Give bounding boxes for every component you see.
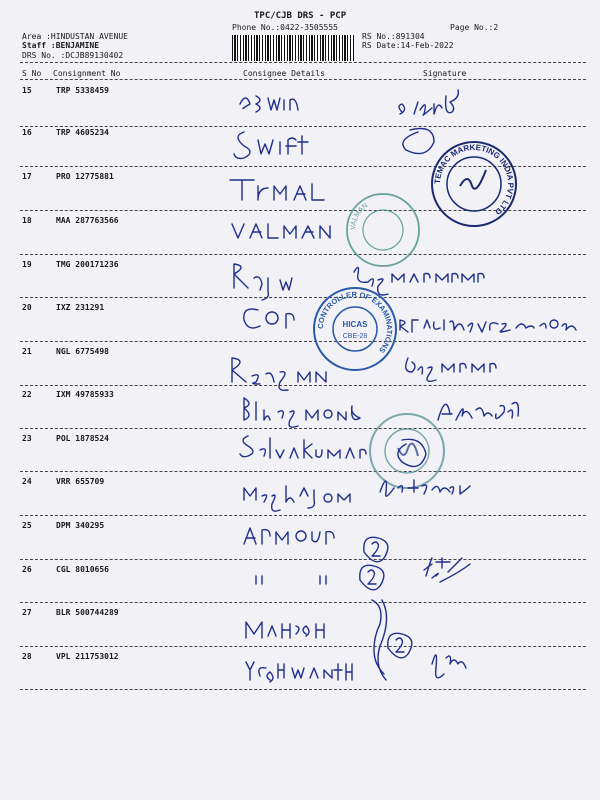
controller-stamp-text: CONTROLLER OF EXAMINATIONS xyxy=(315,289,395,355)
col-signature: Signature xyxy=(423,69,467,78)
row-sno: 15 xyxy=(22,86,32,95)
rs-date: RS Date:14-Feb-2022 xyxy=(362,41,454,50)
row-consignment: TRP 4605234 xyxy=(56,128,109,137)
col-sno: S No xyxy=(22,69,42,78)
row-consignment: BLR 500744289 xyxy=(56,608,119,617)
row-consignment: MAA 287763566 xyxy=(56,216,119,225)
row-sno: 26 xyxy=(22,565,32,574)
temac-stamp-text: TEMAC MARKETING INDIA PVT LTD xyxy=(432,142,516,217)
row-sno: 19 xyxy=(22,260,32,269)
row-consignment: VPL 211753012 xyxy=(56,652,119,661)
area-label: Area :HINDUSTAN AVENUE xyxy=(22,32,128,41)
row-consignment: DPM 340295 xyxy=(56,521,105,530)
controller-stamp-inner: HICAS xyxy=(342,320,368,329)
row-sno: 18 xyxy=(22,216,32,225)
row-consignment: IXZ 231291 xyxy=(56,303,105,312)
row-sno: 22 xyxy=(22,390,32,399)
row-sno: 23 xyxy=(22,434,32,443)
row-sno: 25 xyxy=(22,521,32,530)
col-consignment: Consignment No xyxy=(53,69,121,78)
rs-number: RS No.:891304 xyxy=(362,32,425,41)
row-consignment: VRR 655709 xyxy=(56,477,105,486)
row-sno: 21 xyxy=(22,347,32,356)
row-sno: 20 xyxy=(22,303,32,312)
drs-number: DRS No. :DCJB89130402 xyxy=(22,51,124,60)
row-sno: 16 xyxy=(22,128,32,137)
row-sno: 27 xyxy=(22,608,32,617)
phone-number: Phone No.:0422-3505555 xyxy=(232,23,338,32)
row-consignment: IXM 49785933 xyxy=(56,390,114,399)
row-consignment: POL 1878524 xyxy=(56,434,109,443)
row-consignment: TRP 5338459 xyxy=(56,86,109,95)
controller-stamp-sub: CBE-28 xyxy=(342,333,368,340)
row-consignment: NGL 6775498 xyxy=(56,347,109,356)
staff-label: Staff :BENJAMINE xyxy=(22,41,100,50)
row-consignment: TMG 200171236 xyxy=(56,260,119,269)
row-sno: 17 xyxy=(22,172,32,181)
valman-stamp-text: VALMAN xyxy=(349,202,370,231)
document-title: TPC/CJB DRS - PCP xyxy=(254,11,347,21)
row-consignment: PRO 12775881 xyxy=(56,172,114,181)
col-consignee: Consignee Details xyxy=(243,69,325,78)
row-sno: 24 xyxy=(22,477,32,486)
page-number: Page No.:2 xyxy=(450,23,499,32)
row-sno: 28 xyxy=(22,652,32,661)
row-consignment: CGL 8010656 xyxy=(56,565,109,574)
